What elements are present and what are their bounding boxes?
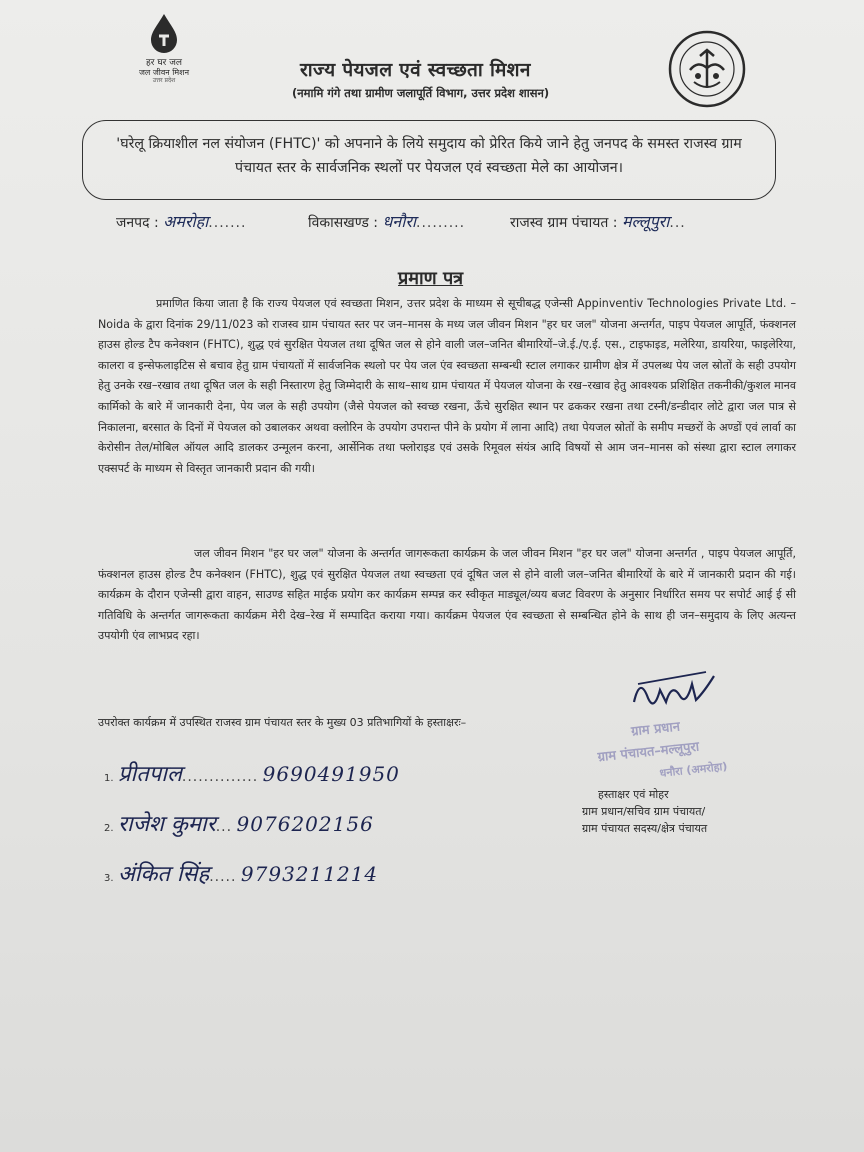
logo-text-1: हर घर जल — [146, 58, 182, 68]
page-subtitle: (नमामि गंगे तथा ग्रामीण जलापूर्ति विभाग, उत्तर प्रदेश शासन) — [292, 86, 550, 100]
stamp-line-2: ग्राम पंचायत–मल्लूपुरा — [596, 739, 700, 766]
logo-text-2: जल जीवन मिशन — [138, 68, 190, 77]
certificate-paragraph-1: प्रमाणित किया जाता है कि राज्य पेयजल एवं स्वच्छता मिशन, उत्तर प्रदेश के माध्यम से सूचीबद्ध एजेन्सी Appinventiv Technologies Private Ltd. – Noida के द्वारा दिनांक 29/11/023 को राजस्व ग्राम पंचायत स्तर पर जन–मानस के मध्य जल जीवन मिशन "हर घर जल" योजना अन्तर्गत, पाइप पेयजल आपूर्ति, फंक्शनल हाउस होल्ड टैप कनेक्शन (FHTC), शुद्ध एवं सुरक्षित पेयजल तथा दूषित जल से होने वाली जल–जनित बीमारियों–जे.ई./ए.ई. एस., टाइफाइड, मलेरिया, डायरिया, फाइलेरिया, कालरा व इन्सेफलाइटिस से बचाव हेतु ग्राम पंचायतों में सार्वजनिक स्थलो पर पेय जल एंव स्वच्छता सम्बन्धी स्टाल लगाकर ग्रामीण क्षेत्र में उपलब्ध पेय जल स्रोतों के सही उपयोग हेतु उनके रख–रखाव तथा दूषित जल के सही निस्तारण हेतु जिम्मेदारी के साथ–साथ ग्राम पंचायत में पेयजल योजना के रख–रखाव हेतु आवश्यक प्रशिक्षित तकनीकी/कुशल मानव कार्मिको के बारे में जानकारी देना, पेय जल के सही उपयोग (जैसे पेयजल को स्वच्छ रखना, ऊँचे सुरक्षित स्थान पर ढककर रखना तथा टस्नी/डन्डीदार लोटे द्वारा जल पात्र से निकालना, बरसात के दिनों में पेयजल को उबालकर अथवा क्लोरिन के उपयोग उपरान्त पीने के प्रयोग में लाना आदि) तथा पेयजल स्रोतों के समीप मच्छरों के अण्डों एवं लार्वा का केरोसीन तेल/मोबिल ऑयल आदि डालकर उन्मूलन करना, आर्सेनिक तथा फ्लोराइड एवं उसके रिमूवल संयंत्र आदि विषयों से आम जन–मानस को संस्था द्वारा स्टाल लगाकर एक्सपर्ट के माध्यम से विस्तृत जानकारी प्रदान की गयी। — [98, 297, 796, 475]
participant-number: 2. — [104, 823, 114, 834]
signature-label: हस्ताक्षर एवं मोहर — [598, 788, 669, 801]
certificate-title: प्रमाण पत्र — [398, 268, 464, 289]
panchayat-field: राजस्व ग्राम पंचायत : मल्लूपुरा... — [510, 212, 686, 231]
signatory-role-1: ग्राम प्रधान/सचिव ग्राम पंचायत/ — [582, 805, 706, 818]
block-label: विकासखण्ड : — [308, 215, 379, 231]
district-value: अमरोहा — [163, 212, 209, 231]
signatory-block — [582, 786, 782, 837]
event-banner: 'घरेलू क्रियाशील नल संयोजन (FHTC)' को अपनाने के लिये समुदाय को प्रेरित किये जाने हेतु जनपद के समस्त राजस्व ग्राम पंचायत स्तर के सार्वजनिक स्थलों पर पेयजल एवं स्वच्छता मेले का आयोजन। — [82, 120, 776, 200]
participant-number: 1. — [104, 773, 114, 784]
block-value: धनौरा — [382, 212, 417, 231]
stamp-line-1: ग्राम प्रधान — [630, 719, 681, 740]
page-title: राज्य पेयजल एवं स्वच्छता मिशन — [300, 59, 531, 81]
participant-phone: 9076202156 — [236, 812, 374, 836]
certificate-paragraph-2: जल जीवन मिशन "हर घर जल" योजना के अन्तर्गत जागरूकता कार्यक्रम के जल जीवन मिशन "हर घर जल" योजना अन्तर्गत , पाइप पेयजल आपूर्ति, फंक्शनल हाउस होल्ड टैप कनेक्शन (FHTC), शुद्ध एवं सुरक्षित पेयजल तथा स्वच्छता एवं दूषित जल से होने वाली जल–जनित बीमारियों के बारे में जानकारी प्रदान की गई। कार्यक्रम के दौरान एजेन्सी द्वारा वाहन, साउण्ड सहित माईक प्रयोग कर कार्यक्रम सम्पन्न कर स्वीकृत माड्यूल/व्यय बजट विवरण के अनुसार निर्धारित समय पर सपोर्ट आई ई सी गतिविधि के अन्तर्गत जागरूकता कार्यक्रम मेरी देख–रेख में सम्पादित कराया गया। कार्यक्रम पेयजल एंव स्वच्छता से सम्बन्धित होने के साथ ही जन–समुदाय के लिए अत्यन्त उपयोगी एंव लाभप्रद रहा। — [98, 547, 796, 643]
participant-name: अंकित सिंह — [118, 862, 210, 887]
participants-intro: उपरोक्त कार्यक्रम में उपस्थित राजस्व ग्राम पंचायत स्तर के मुख्य 03 प्रतिभागियों के हस्ताक्षरः– — [98, 716, 467, 729]
participant-row: 2. राजेश कुमार... 9076202156 — [104, 812, 374, 837]
participant-name: राजेश कुमार — [118, 812, 216, 837]
signatory-role-2: ग्राम पंचायत सदस्य/क्षेत्र पंचायत — [582, 822, 708, 835]
participant-phone: 9793211214 — [240, 862, 379, 886]
participant-phone: 9690491950 — [262, 762, 400, 786]
participant-row: 3. अंकित सिंह..... 9793211214 — [104, 862, 379, 887]
stamp-line-3: धनौरा (अमरोहा) — [658, 759, 728, 780]
water-drop-icon — [147, 12, 181, 54]
district-label: जनपद : — [116, 215, 159, 231]
participant-row: 1. प्रीतपाल.............. 9690491950 — [104, 762, 400, 787]
panchayat-label: राजस्व ग्राम पंचायत : — [510, 215, 618, 231]
jal-jeevan-mission-logo — [128, 12, 200, 84]
participant-number: 3. — [104, 873, 114, 884]
participant-name: प्रीतपाल — [118, 762, 182, 787]
logo-text-3: उत्तर प्रदेश — [152, 77, 176, 84]
district-field: जनपद : अमरोहा....... — [116, 212, 247, 231]
block-field: विकासखण्ड : धनौरा......... — [308, 212, 466, 231]
pradhan-signature — [626, 662, 722, 720]
up-government-seal-icon — [668, 30, 746, 108]
panchayat-value: मल्लूपुरा — [621, 212, 670, 231]
